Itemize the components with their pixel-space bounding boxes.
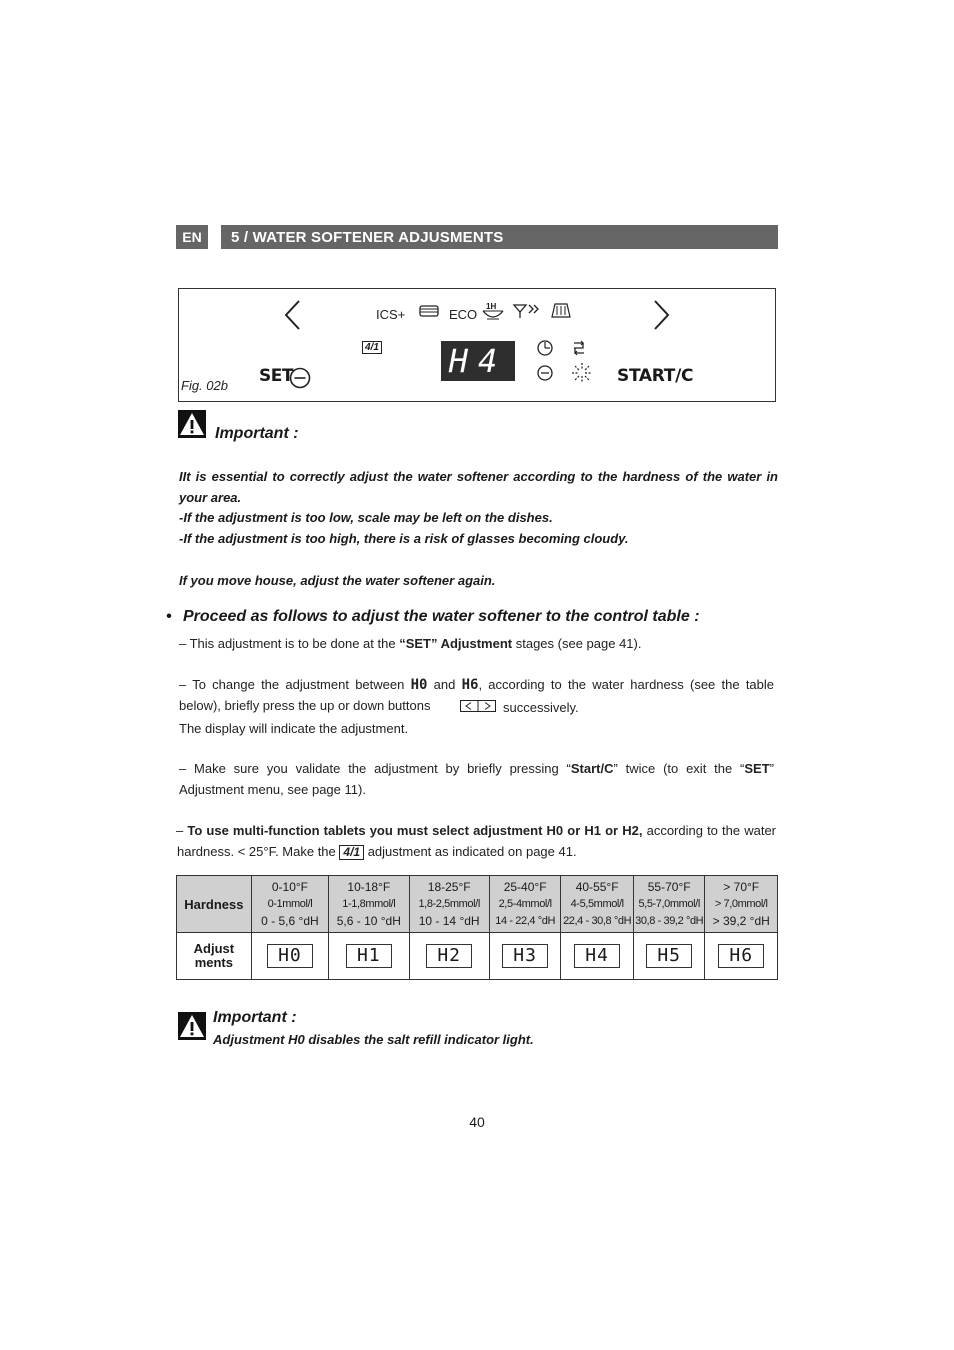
table-cell: 10-18°F 1-1,8mmol/l 5,6 - 10 °dH bbox=[329, 876, 409, 933]
table-cell: 55-70°F 5,5-7,0mmol/l 30,8 - 39,2 °dH bbox=[633, 876, 705, 933]
program-ics-label: ICS+ bbox=[376, 307, 406, 322]
program-eco-label: ECO bbox=[449, 307, 478, 322]
up-down-buttons-icon bbox=[460, 700, 496, 712]
setting-h2: H2 bbox=[426, 944, 472, 968]
move-house-note: If you move house, adjust the water softener again. bbox=[179, 573, 496, 588]
clock-icon bbox=[536, 339, 554, 357]
salt-icon bbox=[571, 339, 587, 357]
procedure-step-1: – This adjustment is to be done at the “SET” Adjustment stages (see page 41). bbox=[179, 636, 642, 651]
important-line-3: -If the adjustment is too low, scale may be left on the dishes. bbox=[179, 510, 553, 525]
bowl-icon bbox=[481, 307, 505, 321]
pan-icon bbox=[417, 303, 441, 319]
program-1h-label: 1H bbox=[486, 302, 497, 311]
important-line-2: your area. bbox=[179, 490, 242, 505]
procedure-bullet: • bbox=[166, 608, 172, 625]
important-title: Important : bbox=[215, 425, 299, 442]
procedure-step-2-line-3: The display will indicate the adjustment. bbox=[179, 721, 409, 736]
important-line-1: IIt is essential to correctly adjust the water softener according to the hardness of the water in bbox=[179, 469, 778, 484]
table-cell: > 70°F > 7,0mmol/l > 39,2 °dH bbox=[705, 876, 778, 933]
table-row-hardness bbox=[177, 876, 778, 933]
section-title: 5 / WATER SOFTENER ADJUSMENTS bbox=[221, 225, 778, 249]
multitab-badge-inline: 4/1 bbox=[339, 845, 364, 860]
language-badge: EN bbox=[176, 225, 208, 249]
table-cell bbox=[633, 933, 705, 980]
setting-h1: H1 bbox=[346, 944, 392, 968]
warning-icon bbox=[178, 1012, 206, 1040]
setting-h0: H0 bbox=[267, 944, 313, 968]
setting-h6: H6 bbox=[718, 944, 764, 968]
procedure-step-3-line-2: Adjustment menu, see page 11). bbox=[179, 782, 366, 797]
table-cell: 18-25°F 1,8-2,5mmol/l 10 - 14 °dH bbox=[409, 876, 489, 933]
procedure-title: Proceed as follows to adjust the water softener to the control table : bbox=[183, 608, 700, 625]
hardness-table bbox=[176, 875, 778, 980]
table-cell: 0-10°F 0-1mmol/l 0 - 5,6 °dH bbox=[251, 876, 328, 933]
table-cell bbox=[705, 933, 778, 980]
glass-icon bbox=[512, 302, 542, 320]
table-cell: 25-40°F 2,5-4mmol/l 14 - 22,4 °dH bbox=[489, 876, 561, 933]
chevron-left-icon bbox=[283, 299, 303, 331]
setting-h3: H3 bbox=[502, 944, 548, 968]
procedure-step-2-line-1: – To change the adjustment between H0 and H6, according to the water hardness (see the table bbox=[179, 677, 775, 693]
important-line-4: -If the adjustment is too high, there is a risk of glasses becoming cloudy. bbox=[179, 531, 629, 546]
important-note-h0: Adjustment H0 disables the salt refill indicator light. bbox=[213, 1032, 534, 1047]
start-c-label: START/C bbox=[617, 366, 694, 386]
table-row-adjustments bbox=[177, 933, 778, 980]
row-label-hardness: Hardness bbox=[177, 876, 252, 933]
procedure-step-4-line-2: hardness. < 25°F. Make the 4/1 adjustment as indicated on page 41. bbox=[177, 844, 577, 859]
rinse-icon bbox=[549, 301, 573, 319]
row-label-adjustments: Adjust ments bbox=[177, 933, 252, 980]
table-cell bbox=[329, 933, 409, 980]
procedure-step-3-line-1: – Make sure you validate the adjustment by briefly pressing “Start/C” twice (to exit the “SET” bbox=[179, 761, 774, 776]
important-title-2: Important : bbox=[213, 1009, 297, 1026]
delay-minus-icon bbox=[536, 364, 554, 382]
multitab-badge: 4/1 bbox=[362, 341, 382, 354]
table-cell bbox=[489, 933, 561, 980]
lcd-display: H4 bbox=[441, 341, 515, 381]
figure-caption: Fig. 02b bbox=[181, 378, 228, 393]
procedure-step-2-successively: successively. bbox=[503, 700, 579, 715]
page-number: 40 bbox=[469, 1114, 485, 1130]
chevron-right-icon bbox=[651, 299, 671, 331]
setting-h4: H4 bbox=[574, 944, 620, 968]
set-button-icon bbox=[288, 366, 312, 390]
table-cell bbox=[251, 933, 328, 980]
rinse-aid-icon bbox=[571, 362, 593, 384]
table-cell bbox=[409, 933, 489, 980]
table-cell bbox=[561, 933, 634, 980]
procedure-step-4-line-1: – To use multi-function tablets you must select adjustment H0 or H1 or H2, according to the water bbox=[176, 823, 777, 838]
control-panel-figure bbox=[178, 288, 776, 402]
set-label: SET bbox=[259, 366, 293, 386]
procedure-step-2-line-2: below), briefly press the up or down buttons bbox=[179, 698, 431, 713]
warning-icon bbox=[178, 410, 206, 438]
table-cell: 40-55°F 4-5,5mmol/l 22,4 - 30,8 °dH bbox=[561, 876, 634, 933]
setting-h5: H5 bbox=[646, 944, 692, 968]
